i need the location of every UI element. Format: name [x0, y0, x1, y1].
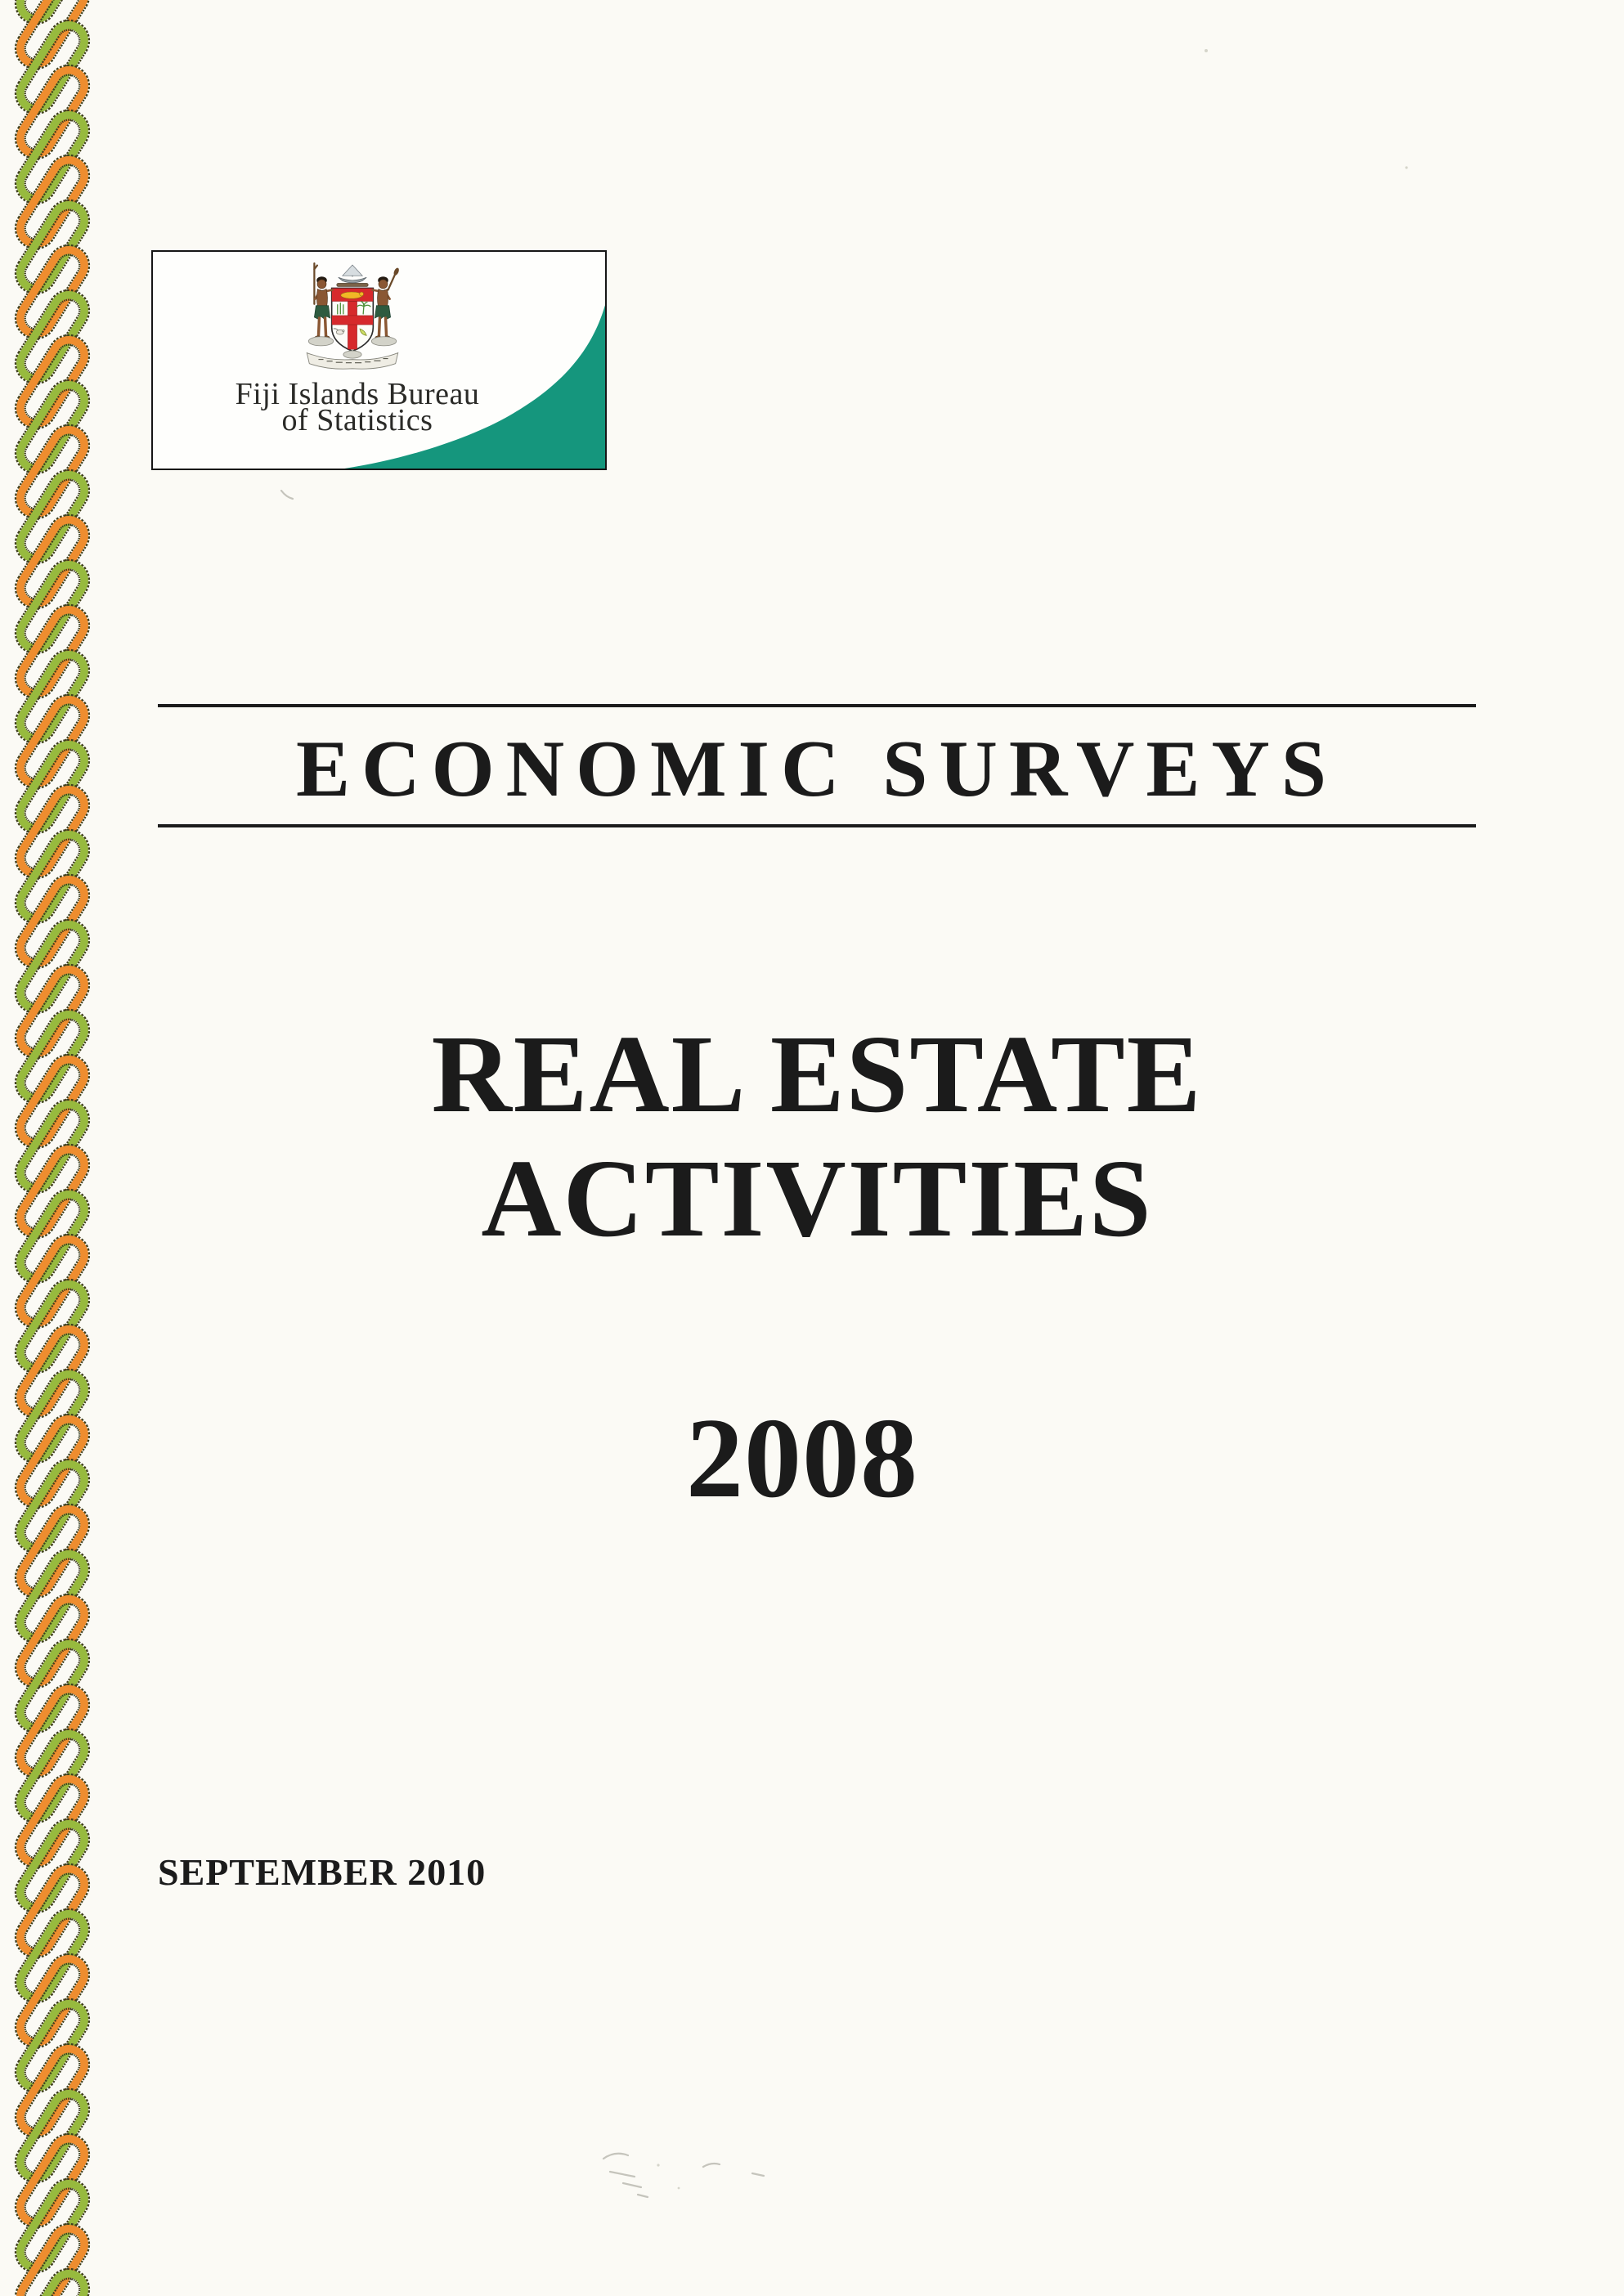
shield-icon [332, 288, 374, 351]
org-name-line2: of Statistics [281, 403, 433, 437]
report-title-line2: ACTIVITIES [481, 1137, 1153, 1261]
org-name-line1: Fiji Islands Bureau [235, 377, 480, 411]
org-name [153, 377, 562, 437]
publication-date: SEPTEMBER 2010 [158, 1851, 487, 1893]
scan-speck-mark-small [278, 486, 303, 505]
series-title: ECONOMIC SURVEYS [296, 724, 1338, 814]
scan-speck-marks [581, 2124, 810, 2231]
crest-canoe-icon [337, 265, 369, 286]
supporter-left-icon [314, 263, 332, 339]
header-rule-top [158, 704, 1476, 707]
report-year: 2008 [686, 1395, 918, 1522]
scan-speck-dots-top [1178, 33, 1439, 196]
report-title [158, 1012, 1476, 1262]
report-title-line1: REAL ESTATE [431, 1013, 1203, 1136]
header-rule-bottom [158, 824, 1476, 827]
supporter-right-icon [372, 267, 400, 339]
celtic-knot-border [5, 0, 96, 2296]
logo-box [151, 250, 607, 470]
fiji-coat-of-arms-icon [290, 262, 415, 379]
